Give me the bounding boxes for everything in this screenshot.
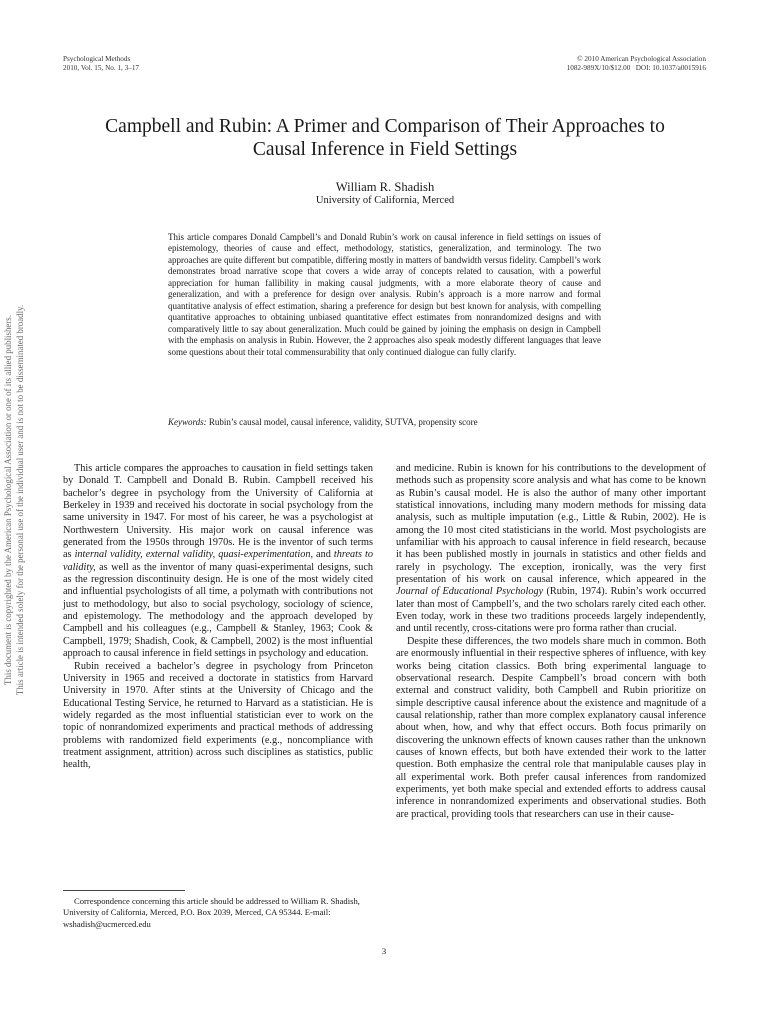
abstract: This article compares Donald Campbell’s and Donald Rubin’s work on causal inference in field settings on issues of epistemology, theories of cause and effect, methodology, statistics, generalization, and terminology. The two approaches are quite different but compatible, differing mostly in matters of bandwidth versus fidelity. Campbell’s work demonstrates broad narrative scope that covers a wide array of concepts related to causation, with a powerful appreciation for human fallibility in making causal judgments, with a more elaborate theory of cause and generalization, and with a preference for design over analysis. Rubin’s approach is a more narrow and formal quantitative analysis of effect estimation, sharing a preference for design but best known for analysis, with compelling quantitative approaches to obtaining unbiased quantitative effect estimates from nonrandomized designs and with comparatively little to say about generalization. Much could be gained by joining the emphasis on design in Campbell with the emphasis on analysis in Rubin. However, the 2 approaches also speak modestly different languages that leave some questions about their total commensurability that only continued dialogue can fully clarify. [168, 232, 601, 357]
journal-name: Psychological Methods [63, 55, 131, 63]
sidebar-line-1: This document is copyrighted by the American Psychological Association or one of its allied publishers. [3, 315, 13, 685]
journal-header [63, 55, 139, 73]
text-run: and medicine. Rubin is known for his contributions to the development of methods such as propensity score analysis and what has come to be known as Rubin’s causal model. He is also the author of many other important statistical innovations, including many modern methods for missing data analysis, such as multiple imputation (e.g., Little & Rubin, 2002). He is among the 10 most cited statisticians in the world. Most psychologists are unfamiliar with his approach to causal inference in field research, because it has been published mostly in journals in statistics and other fields and rarely in psychology. The exception, ironically, was the very first presentation of his work on causal inference, which appeared in the [396, 463, 706, 586]
copyright-line: © 2010 American Psychological Association [577, 55, 706, 63]
article-title [70, 115, 700, 161]
text-run: as well as the inventor of many quasi-experimental designs, such as the regression discontinuity design. He is one of the most widely cited and influential psychologists of all time, a polymath with contributions not just to methodology, but also to social psychology, sociology of science, and epistemology. The methodology and the approach developed by Campbell and his colleagues (e.g., Campbell & Stanley, 1963; Cook & Campbell, 1979; Shadish, Cook, & Campbell, 2002) is the most influential approach to causal inference in field settings in psychology and education. [63, 561, 373, 660]
keywords-list: Rubin’s causal model, causal inference, validity, SUTVA, propensity score [208, 417, 478, 427]
title-line-2: Causal Inference in Field Settings [252, 139, 518, 160]
journal-citation: Journal of Educational Psychology [396, 586, 544, 598]
correspondence-footnote: Correspondence concerning this article should be addressed to William R. Shadish, University of California, Merced, P.O. Box 2039, Merced, CA 95344. E-mail: wshadish@ucmerced.edu [63, 896, 360, 929]
page-number: 3 [381, 946, 387, 956]
copyright-sidebar [1, 290, 27, 710]
text-run: (Rubin, 1974). Rubin’s work occurred later than most of Campbell’s, and the two scholars rarely cited each other. Even today, work in these two traditions proceeds largely independently, and until recently, cross-citations were pro forma rather than crucial. [396, 586, 706, 635]
paragraph: Rubin received a bachelor’s degree in psychology from Princeton University in 1965 and received a doctorate in statistics from Harvard University in 1970. After stints at the University of Chicago and the Educational Testing Service, he returned to Harvard as a statistician. He is widely regarded as the most influential statistician ever to work on the topic of nonrandomized experiments and practical methods of addressing problems with randomized field experiments (e.g., noncompliance with treatment assignment, attrition) across such disciplines as statistics, public health, [63, 660, 373, 771]
author-name: William R. Shadish [335, 180, 435, 194]
italic-terms: internal validity, external validity, quasi-experimentation, [74, 549, 314, 561]
title-line-1: Campbell and Rubin: A Primer and Comparison of Their Approaches to [105, 116, 665, 137]
keywords-label: Keywords: [168, 417, 207, 427]
volume-info: 2010, Vol. 15, No. 1, 3–17 [63, 64, 140, 72]
sidebar-line-2: This article is intended solely for the personal use of the individual user and is not to be disseminated broadly. [15, 304, 25, 696]
copyright-header [567, 55, 706, 73]
text-run: and [313, 549, 334, 561]
author-affiliation: University of California, Merced [315, 195, 455, 206]
footnote-divider [63, 890, 185, 891]
paragraph: Despite these differences, the two models share much in common. Both are enormously influential in their respective spheres of influence, with key works being citation classics. Both bring experimental language to observational research. Despite Campbell’s broad concern with both external and construct validity, both Campbell and Rubin prioritize on simple descriptive causal inference about the existence and magnitude of a causal relationship, rather than more complex explanatory causal inference about when, how, and why that effect occurs. Both focus primarily on discovering the unknown effects of known causes rather than the unknown causes of known effects, but both have extended their work to the latter question. Both emphasize the central role that manipulable causes play in all experimental work. Both prefer causal inferences from randomized experiments, yet both make special and extended efforts to address causal inference in nonrandomized experiments and observational studies. Both are practical, providing tools that researchers can use in their cause- [396, 635, 706, 820]
text-run: This article compares the approaches to causation in field settings taken by Donald T. Campbell and Donald B. Rubin. Campbell received his bachelor’s degree in psychology from the University of California at Berkeley in 1939 and received his doctorate in social psychology from the same university in 1947. For most of his career, he was a psychologist at Northwestern University. His major work on causal inference was generated from the 1950s through 1970s. He is the inventor of such terms as [63, 463, 373, 561]
body-column-left [63, 463, 373, 772]
keywords [168, 417, 601, 428]
italic-terms: threats to validity, [63, 549, 373, 573]
doi-line: 1082-989X/10/$12.00 DOI: 10.1037/a0015916 [566, 64, 706, 72]
paragraph [396, 463, 706, 636]
body-column-right [396, 463, 706, 821]
paragraph [63, 463, 373, 661]
